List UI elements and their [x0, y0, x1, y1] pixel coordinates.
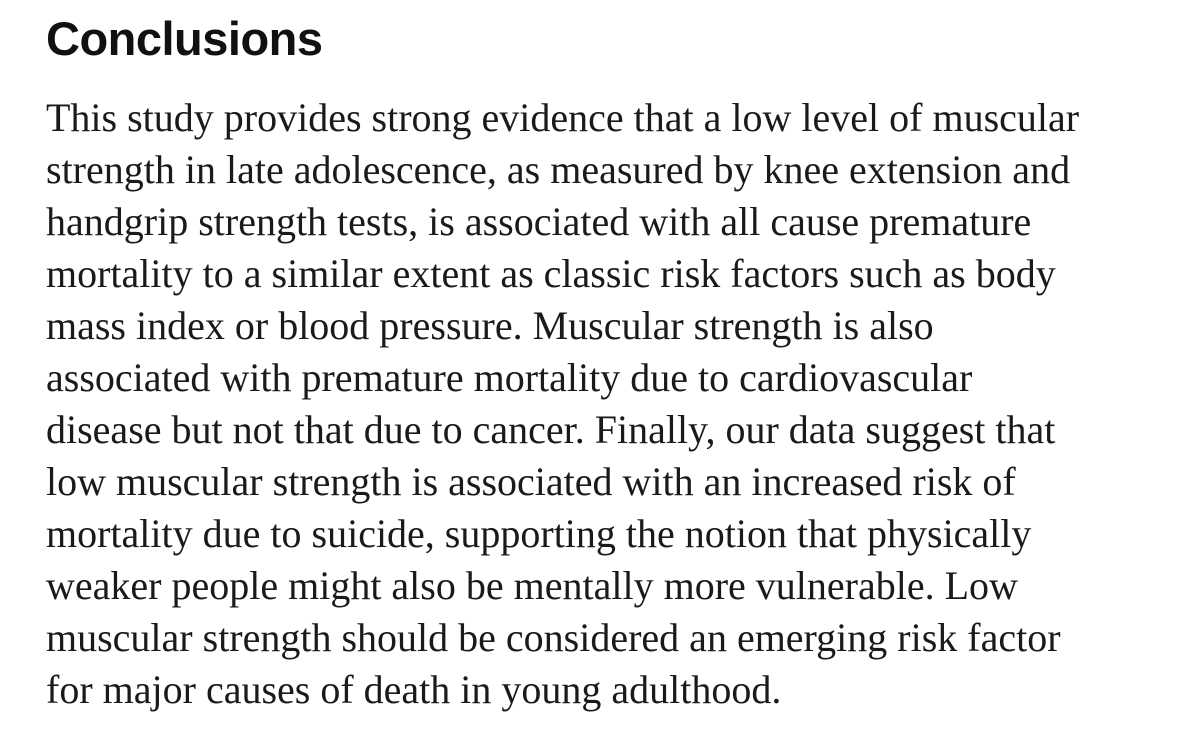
paragraph-line: mass index or blood pressure. Muscular strength is also	[46, 303, 934, 348]
paragraph-line: mortality due to suicide, supporting the notion that physically	[46, 511, 1032, 556]
conclusions-paragraph	[46, 92, 1156, 716]
paragraph-line: associated with premature mortality due to cardiovascular	[46, 355, 973, 400]
paragraph-line: strength in late adolescence, as measured by knee extension and	[46, 147, 1071, 192]
paragraph-line: for major causes of death in young adulthood.	[46, 667, 782, 712]
paragraph-line: mortality to a similar extent as classic risk factors such as body	[46, 251, 1056, 296]
document-page	[46, 14, 1156, 716]
paragraph-line: handgrip strength tests, is associated with all cause premature	[46, 199, 1032, 244]
paragraph-line: low muscular strength is associated with an increased risk of	[46, 459, 1016, 504]
paragraph-line: disease but not that due to cancer. Finally, our data suggest that	[46, 407, 1056, 452]
paragraph-line: muscular strength should be considered an emerging risk factor	[46, 615, 1061, 660]
paragraph-line: weaker people might also be mentally more vulnerable. Low	[46, 563, 1018, 608]
paragraph-line: This study provides strong evidence that a low level of muscular	[46, 95, 1080, 140]
section-heading: Conclusions	[46, 12, 323, 65]
